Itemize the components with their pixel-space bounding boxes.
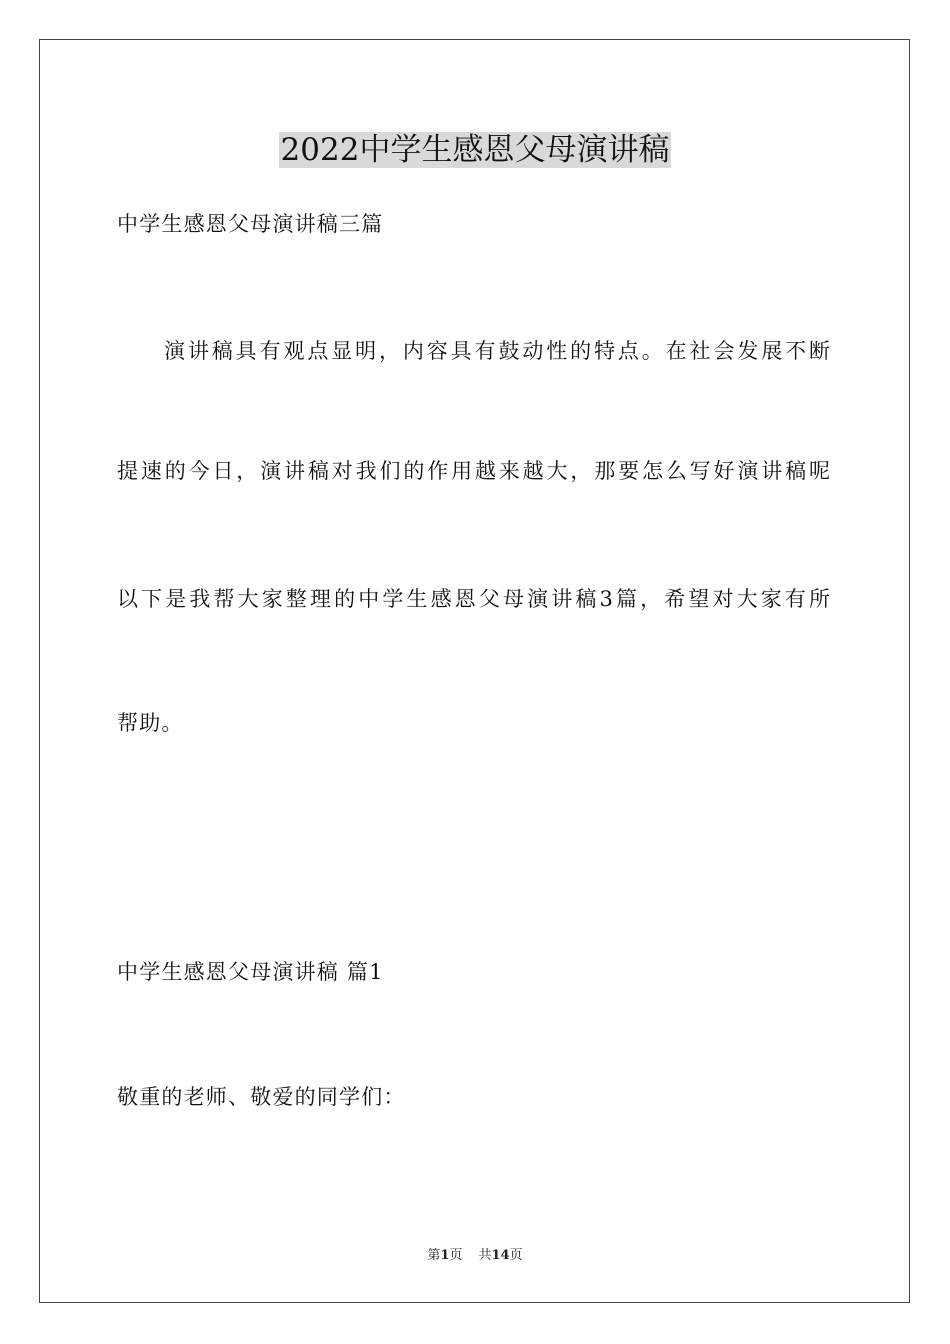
intro-line-1: 演讲稿具有观点显明，内容具有鼓动性的特点。在社会发展不断 — [164, 339, 830, 363]
intro-line-2: 提速的今日，演讲稿对我们的作用越来越大，那要怎么写好演讲稿呢 — [117, 459, 830, 483]
document-subtitle: 中学生感恩父母演讲稿三篇 — [117, 212, 384, 236]
footer-total-suffix: 页 — [509, 1248, 523, 1263]
section-heading: 中学生感恩父母演讲稿 篇1 — [117, 960, 384, 984]
footer-page-number: 1 — [440, 1248, 450, 1263]
footer-total-pages: 14 — [491, 1248, 510, 1263]
intro-line-4: 帮助。 — [117, 711, 184, 735]
footer-page-prefix: 第 — [427, 1248, 441, 1263]
page-footer — [0, 1247, 950, 1265]
salutation: 敬重的老师、敬爱的同学们： — [117, 1085, 406, 1109]
footer-page-suffix: 页 — [449, 1248, 463, 1263]
intro-line-3: 以下是我帮大家整理的中学生感恩父母演讲稿3篇，希望对大家有所 — [117, 587, 830, 611]
footer-total-prefix: 共 — [478, 1248, 492, 1263]
document-title — [0, 128, 950, 172]
document-title-text: 2022中学生感恩父母演讲稿 — [280, 132, 670, 168]
